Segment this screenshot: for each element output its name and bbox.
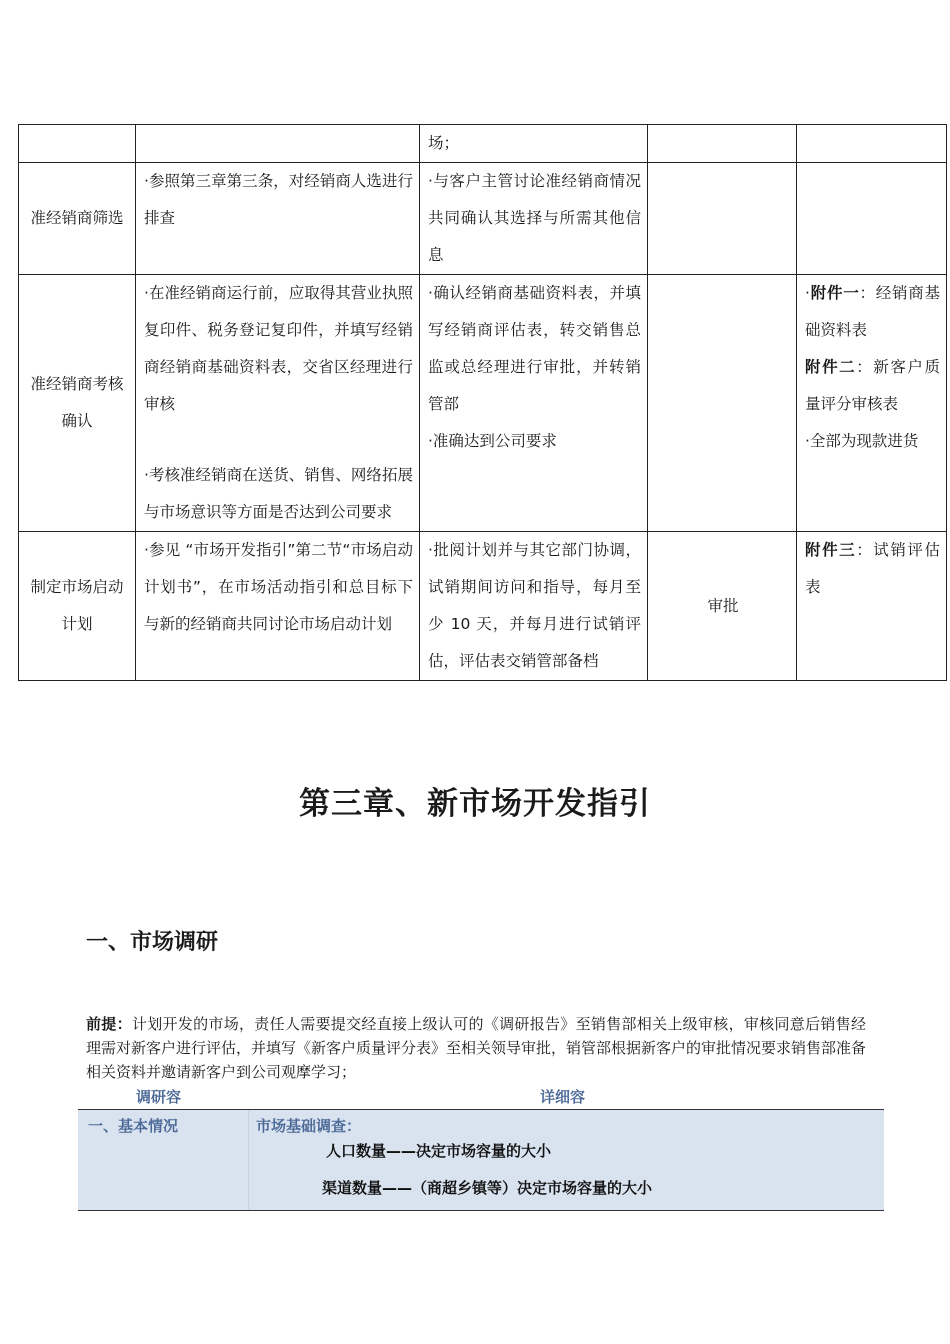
review-cell: ·与客户主管讨论准经销商情况共同确认其选择与所需其他信息 [420,163,648,275]
review-cell: 场； [420,125,648,163]
action-text-b: ·考核准经销商在送货、销售、网络拓展与市场意识等方面是否达到公司要求 [144,466,413,521]
action-cell [136,125,420,163]
research-table-header [78,1086,884,1110]
process-table [18,124,947,681]
table-row [19,275,947,532]
section-title: 一、市场调研 [86,930,219,955]
attachment-cell [797,532,947,681]
action-cell: ·参见 “市场开发指引”第二节“市场启动计划书”，在市场活动指引和总目标下与新的经销商共同讨论市场启动计划 [136,532,420,681]
attachment-label: 附件三 [805,541,857,559]
review-cell: ·批阅计划并与其它部门协调，试销期间访问和指导，每月至少 10 天，并每月进行试销评估，评估表交销管部备档 [420,532,648,681]
action-cell: ·参照第三章第三条，对经销商人选进行排查 [136,163,420,275]
attachment-item: ·附件一：经销商基础资料表 [805,284,940,339]
premise-text: 计划开发的市场，责任人需要提交经直接上级认可的《调研报告》至销售部相关上级审核，审核同意后销售经理需对新客户进行评估，并填写《新客户质量评分表》至相关领导审批，销管部根据新客户的审批情况要求销售部准备相关资料并邀请新客户到公司观摩学习； [86,1015,867,1081]
attachment-item [805,532,940,606]
attachment-note: ·全部为现款进货 [805,432,919,450]
premise-paragraph [86,1012,866,1084]
column-divider [248,1110,249,1210]
approval-cell [648,163,797,275]
attachment-text: ：新客户质量评分审核表 [805,358,940,413]
stage-cell: 准经销商考核确认 [19,275,136,532]
stage-cell [19,125,136,163]
approval-cell [648,275,797,532]
research-subheading: 市场基础调查： [256,1117,362,1135]
table-row [19,532,947,681]
paragraph-gap [144,423,413,457]
attachment-cell [797,163,947,275]
research-detail-line: 渠道数量——（商超乡镇等）决定市场容量的大小 [322,1179,653,1197]
research-detail-line: 人口数量——决定市场容量的大小 [326,1142,552,1160]
review-text-a: ·确认经销商基础资料表，并填写经销商评估表，转交销售总监或总经理进行审批，并转销管部 [428,284,641,413]
research-category: 一、基本情况 [88,1117,179,1135]
table-row [19,125,947,163]
action-text-a: ·在准经销商运行前，应取得其营业执照复印件、税务登记复印件，并填写经销商经销商基础资料表，交省区经理进行审核 [144,284,413,413]
attachment-text: ：经销商基础资料表 [805,284,940,339]
attachment-item [805,349,940,423]
stage-cell: 准经销商筛选 [19,163,136,275]
action-cell [136,275,420,532]
review-cell [420,275,648,532]
stage-cell: 制定市场启动计划 [19,532,136,681]
research-header-col1: 调研容 [136,1088,182,1106]
attachment-cell [797,125,947,163]
premise-label: 前提： [86,1015,132,1033]
attachment-label: 附件一 [809,284,860,302]
table-row [19,163,947,275]
research-table-row [78,1109,884,1211]
attachment-cell [797,275,947,532]
approval-cell: 审批 [648,532,797,681]
chapter-title: 第三章、新市场开发指引 [299,786,651,822]
attachment-label: 附件二 [805,358,857,376]
research-header-col2: 详细容 [540,1088,586,1106]
approval-cell [648,125,797,163]
attachment-text: ：试销评估表 [805,541,940,596]
review-text-b: ·准确达到公司要求 [428,432,557,450]
